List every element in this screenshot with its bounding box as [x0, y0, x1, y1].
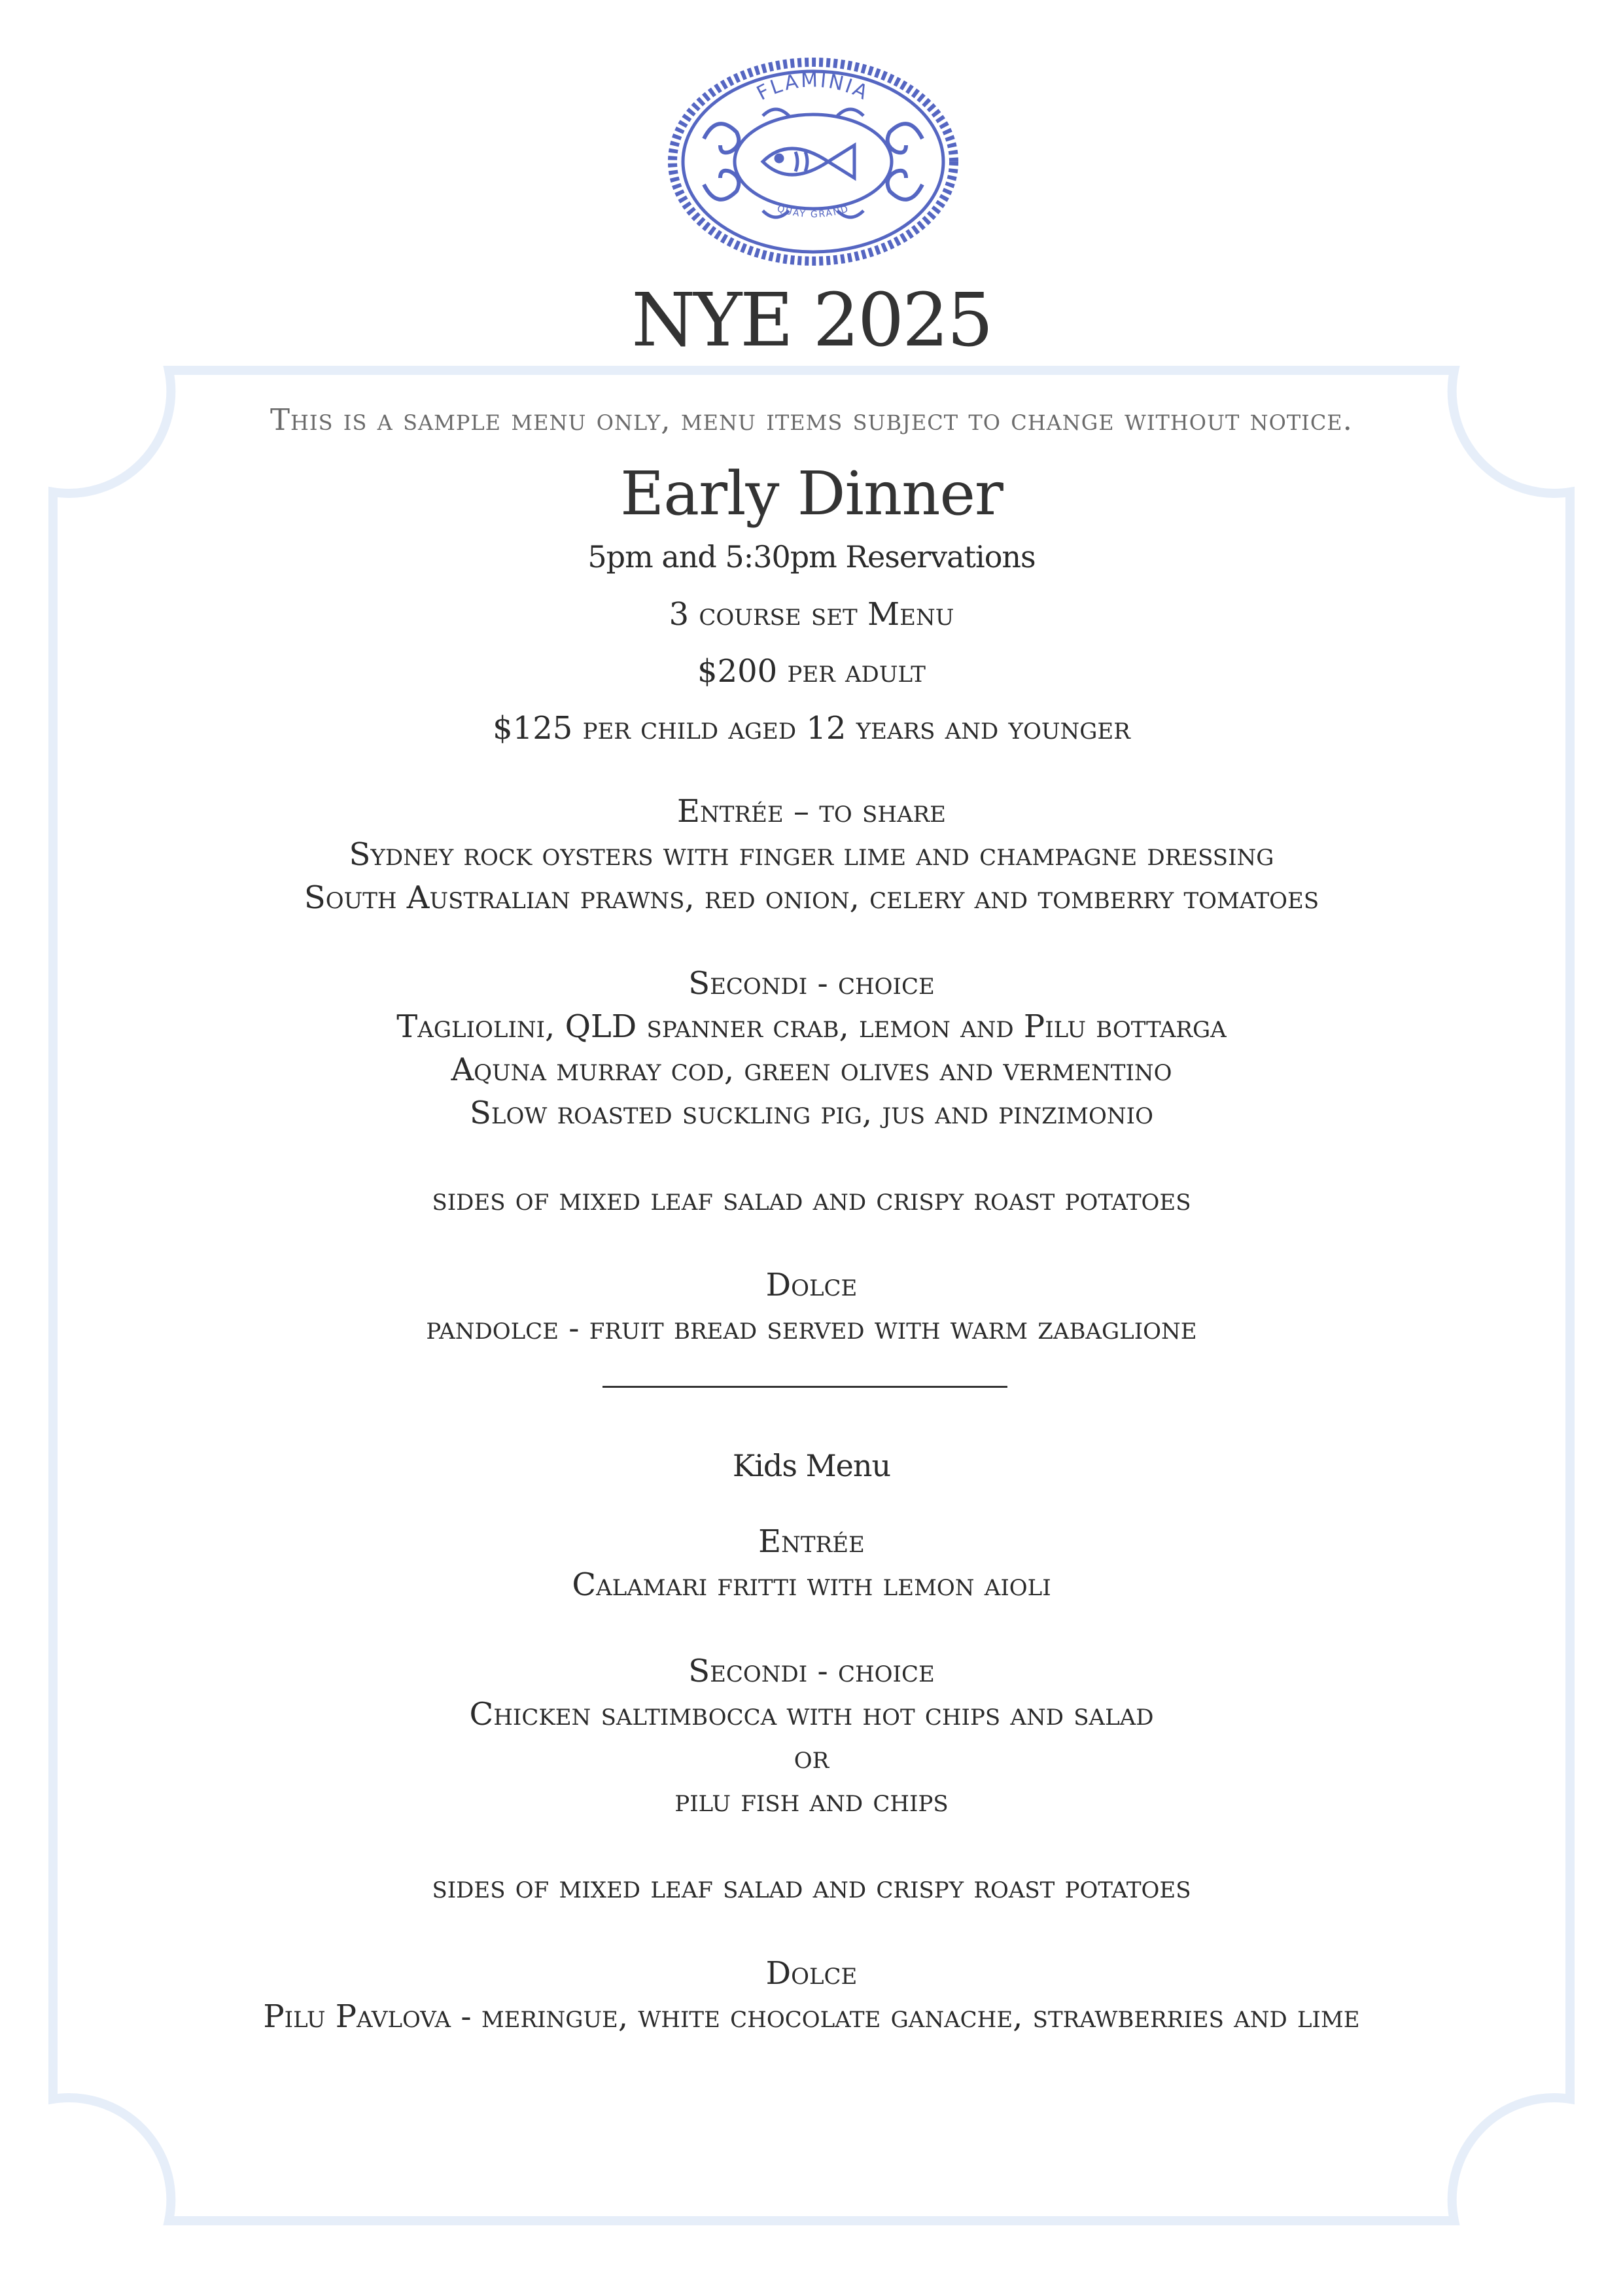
menu-item: Chicken saltimbocca with hot chips and salad — [469, 1696, 1154, 1733]
secondi-section-title: Secondi - choice — [688, 965, 935, 1002]
flaminia-logo-seal — [665, 54, 962, 270]
entree-section-title: Entrée – to share — [677, 793, 946, 830]
menu-item: Slow roasted suckling pig, jus and pinzimonio — [470, 1095, 1153, 1131]
reservation-times: 5pm and 5:30pm Reservations — [587, 539, 1036, 574]
menu-item: Aquna murray cod, green olives and vermentino — [451, 1051, 1172, 1088]
or-separator: or — [794, 1739, 829, 1776]
kids-secondi-section-title: Secondi - choice — [688, 1653, 935, 1689]
page-title: NYE 2025 — [631, 278, 992, 363]
logo-brand-name: FLAMINIA — [753, 69, 873, 105]
dolce-section-title: Dolce — [765, 1267, 858, 1303]
menu-item: Sydney rock oysters with finger lime and champagne dressing — [349, 836, 1274, 873]
sample-menu-notice: This is a sample menu only, menu items subject to change without notice. — [270, 402, 1353, 437]
menu-item: pilu fish and chips — [674, 1782, 949, 1819]
menu-item: Calamari fritti with lemon aioli — [572, 1566, 1051, 1603]
kids-entree-section-title: Entrée — [758, 1523, 865, 1560]
menu-item: pandolce - fruit bread served with warm zabaglione — [426, 1310, 1197, 1347]
kids-dolce-section-title: Dolce — [765, 1955, 858, 1992]
menu-item: Pilu Pavlova - meringue, white chocolate ganache, strawberries and lime — [263, 1998, 1360, 2035]
child-price: $125 per child aged 12 years and younger — [493, 710, 1130, 747]
menu-item: Tagliolini, QLD spanner crab, lemon and Pilu bottarga — [396, 1008, 1227, 1045]
kids-sides-note: sides of mixed leaf salad and crispy roast potatoes — [432, 1869, 1191, 1905]
svg-text:FLAMINIA — [753, 69, 873, 105]
set-menu-label: 3 course set Menu — [669, 596, 954, 633]
section-divider — [602, 1386, 1007, 1388]
kids-menu-heading: Kids Menu — [732, 1448, 891, 1483]
early-dinner-heading: Early Dinner — [620, 459, 1003, 529]
sides-note: sides of mixed leaf salad and crispy roast potatoes — [432, 1181, 1191, 1218]
menu-item: South Australian prawns, red onion, celery and tomberry tomatoes — [304, 879, 1319, 916]
logo-location: QUAY GRAND — [775, 203, 851, 221]
adult-price: $200 per adult — [697, 653, 926, 690]
fish-icon — [763, 145, 854, 178]
